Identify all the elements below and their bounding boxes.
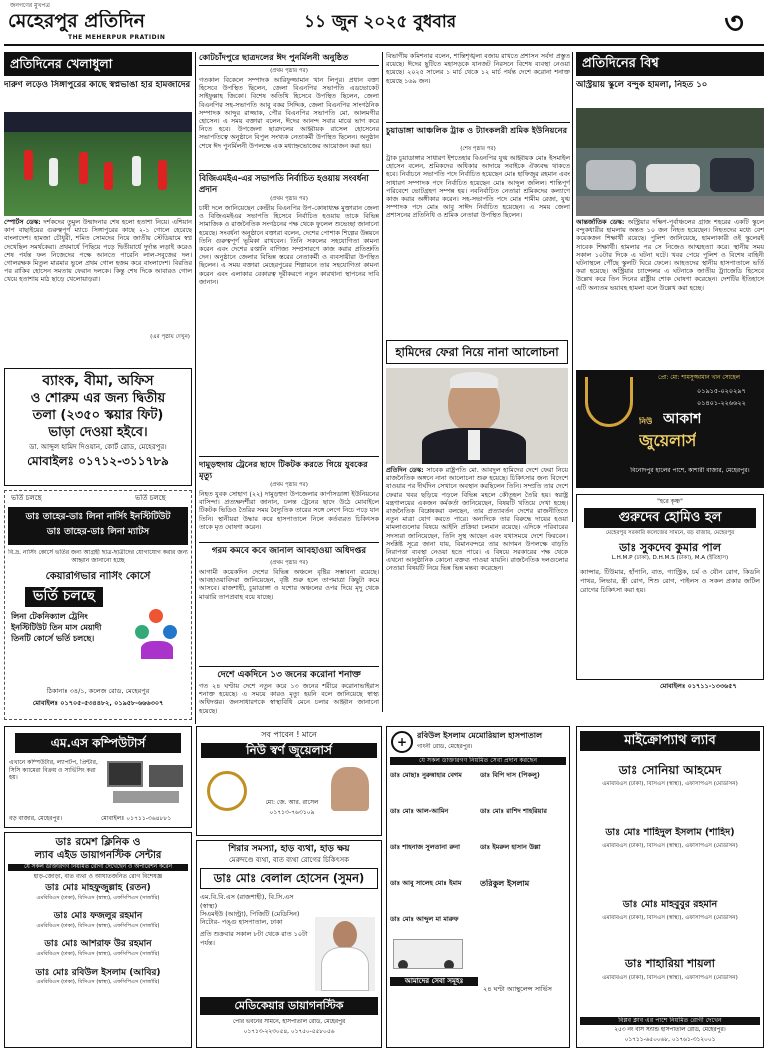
corona-body: গত ২৪ ঘণ্টায় দেশে নতুন করে ১৩ জনের শরীরে করোনাভাইরাস শনাক্ত হয়েছে। এ সময়ে কারও মৃত্যু হয়নি বলে জানিয়েছে স্বাস্থ্য অধিদপ্তর। জনসাধারণকে স্বাস্থ্যবিধি মেনে চলার আহ্বান জানানো হয়েছে। bbox=[199, 682, 379, 715]
new-jewellers-ad bbox=[196, 726, 382, 836]
eid-continued: (প্রথম পৃষ্ঠার পর) bbox=[270, 68, 308, 74]
train-continued: (প্রথম পৃষ্ঠার পর) bbox=[270, 482, 308, 488]
world-body-text: অস্ট্রিয়ার দক্ষিণ-পূর্বাঞ্চলের গ্রাজ শহরের একটি স্কুলে বন্দুকধারীর হামলায় অন্তত ১০ জন নিহত হয়েছেন। নিহতদের মধ্যে বেশ কয়েকজন শিক্ষার্থী রয়েছে। পুলিশ জানিয়েছে, হামলাকারী ওই স্কুলেরই সাবেক শিক্ষার্থী। হামলার পর সে নিজেও আত্মহত্যা করে। স্থানীয় সময় সকাল ১০টার দিকে এ ঘটনা ঘটে। খবর পেয়ে পুলিশ ও বিশেষ বাহিনী ঘটনাস্থলে পৌঁছে স্কুলটি ঘিরে ফেলে। আহতদের স্থানীয় হাসপাতালে ভর্তি করা হয়েছে। অস্ট্রিয়ার চ্যান্সেলর এ ঘটনাকে জাতীয় ট্র্যাজেডি হিসেবে উল্লেখ করে তিন দিনের রাষ্ট্রীয় শোক ঘোষণা করেছেন। দেশটির ইতিহাসে এটি অন্যতম ভয়াবহ হামলা বলে উল্লেখ করা হচ্ছে। bbox=[576, 218, 764, 292]
medicare-clinic-address: পৌর ভবনের সামনে, হাসপাতাল রোড, মেহেরপুর bbox=[232, 1019, 346, 1025]
nursing-note: বি.দ্র. নার্সিং কোর্সে ভর্তির জন্য আগ্রহী ছাত্র-ছাত্রীদের যোগাযোগ করার জন্য আহ্বান জানানো হচ্ছে bbox=[8, 549, 188, 564]
robiul-title: রবিউল ইসলাম মেমোরিয়াল হাসপাতাল bbox=[417, 731, 543, 740]
robiul-doctor: ডাঃ মোঃ আল-আমিন bbox=[390, 807, 449, 815]
robiul-doctor: ডাঃ ইমরুল হাসান উল্লা bbox=[480, 843, 541, 851]
micropath-doctor-3: ডাঃ মোঃ মাহবুবুর রহমান bbox=[622, 899, 718, 910]
heat-body: আগামী কয়েকদিন দেশের বিভিন্ন অঞ্চলে বৃষ্টির সম্ভাবনা রয়েছে। আবহাওয়াবিদরা জানিয়েছেন, বৃষ্টি শুরু হলে তাপমাত্রা কিছুটা কমে আসবে। রাজশাহী, চুয়াডাঙ্গা ও যশোর অঞ্চলের ওপর দিয়ে মৃদু থেকে মাঝারি তাপপ্রবাহ বয়ে যাচ্ছে। bbox=[199, 568, 379, 601]
micropath-doctor-4: ডাঃ শাহারিয়া শায়লা bbox=[625, 957, 715, 970]
nursing-tag: ভর্তি চলছে bbox=[11, 494, 42, 502]
robiul-ambulance: ২৪ ঘণ্টা অ্যাম্বুলেন্স সার্ভিস bbox=[483, 985, 552, 993]
world-body bbox=[576, 218, 764, 366]
robiul-doctor: ডাঃ মোঃ আব্দুল মা মারুফ bbox=[390, 915, 459, 923]
homeo-degree: L.H.M.P (ঢাকা), D.H.M.S (ঢাকা), M.A (ইতিহাস) bbox=[611, 554, 729, 561]
rent-mobile: মোবাইলঃ ০১৭১২-৩১১৭৮৯ bbox=[27, 453, 169, 468]
masthead-date: ১১ জুন ২০২৫ বুধবার bbox=[304, 12, 457, 32]
heat-headline: গরম কমবে কবে জানাল আবহাওয়া অধিদপ্তর bbox=[199, 542, 379, 557]
homeo-ad bbox=[576, 494, 764, 680]
new-jewellers-tag: সব পাবেন ! মানে bbox=[261, 730, 317, 739]
jewellery-icon bbox=[207, 771, 247, 811]
robiul-address: গাংনী রোড, মেহেরপুর। bbox=[417, 743, 473, 750]
micropath-deg-3: এমবিবিএস (ঢাকা), বিসিএস (স্বাস্থ্য), এফসিপিএস (মেডিসিন) bbox=[602, 915, 738, 921]
micropath-ad bbox=[576, 726, 764, 1048]
ramesh-doctor-1: ডাঃ মোঃ মাহফুজুল্লাহ (রতন) bbox=[45, 883, 151, 894]
medicare-doctor: ডাঃ মোঃ বেলাল হোসেন (সুমন) bbox=[200, 868, 378, 889]
union-body: ট্রাক চুয়াডাঙ্গার সাধারণ ইশতেহার বিএনপির যুগ্ম আহ্বায়ক মোঃ ইসমাইল হোসেন বলেন, শ্রমিকদের অধিকার আদায়ে সবাইকে ঐক্যবদ্ধ থাকতে হবে। নির্বাচনে সভাপতি পদে নির্বাচিত হয়েছেন মোঃ হাফিজুর রহমান এবং সাধারণ সম্পাদক পদে নির্বাচিত হয়েছেন মোঃ আব্দুল জলিল। শান্তিপূর্ণ পরিবেশে ভোটগ্রহণ সম্পন্ন হয়। নবনির্বাচিত নেতারা শ্রমিকদের কল্যাণে কাজ করার অঙ্গীকার করেন। সহ-সভাপতি পদে মোঃ শামীম রেজা, যুগ্ম সম্পাদক পদে মোঃ আবু সাঈদ নির্বাচিত হয়েছেন। এ সময় জেলা প্রশাসনের প্রতিনিধি ও শ্রমিক নেতারা উপস্থিত ছিলেন। bbox=[386, 154, 570, 220]
bgmea-body: চাষী দলে জানিয়েছেন কেন্দ্রীয় বিএনপির উপ-কোষাধ্যক্ষ মুক্তারান জেলা ও বিজিএমইএর সভাপতি হিসেবে নির্বাচিত হওয়ায় তাকে বিভিন্ন সামাজিক ও রাজনৈতিক সংগঠনের পক্ষ থেকে ফুলেল শুভেচ্ছা জানানো হয়েছে। সংবর্ধনা অনুষ্ঠানে বক্তারা বলেন, দেশের পোশাক শিল্পের উন্নয়নে তিনি গুরুত্বপূর্ণ ভূমিকা রাখবেন। তিনি সকলের সহযোগিতা কামনা করেন এবং দেশের রপ্তানি বাণিজ্য সম্প্রসারণে কাজ করার প্রতিশ্রুতি দেন। অনুষ্ঠানে জেলার বিভিন্ন স্তরের নেতাকর্মী ও ব্যবসায়ীরা উপস্থিত ছিলেন। এ সময় বক্তারা মেহেরপুরের শিল্পায়নে তার সহযোগিতা কামনা করেন এবং এলাকার বেকারত্ব দূরীকরণে নতুন কারখানা স্থাপনের দাবি জানান। bbox=[199, 204, 379, 286]
eid-body: গতকাল বিকেলে সম্পাদক আরিফুজ্জামান খান লিপুর। প্রধান বক্তা হিসেবে উপস্থিত ছিলেন, জেলা বিএনপির সভাপতি এডভোকেট সাইফুল্লাহ জিকো। বিশেষ অতিথি হিসেবে উপস্থিত ছিলেন, জেলা বিএনপির সহ-সভাপতি আবু বকর সিদ্দিক, জেলা বিএনপির সাংগঠনিক সম্পাদক আব্দুর রাজ্জাক, পৌর বিএনপির সভাপতি মো. আলমগীর হোসেন। এ সময় বক্তারা বলেন, ঈদের আনন্দ সবার মাঝে ভাগ করে নিতে হবে। উপজেলা ছাত্রদলের আহ্বায়ক রাসেল হোসেনের সভাপতিত্বে অনুষ্ঠানে বিপুল সংখ্যক নেতাকর্মী উপস্থিত ছিলেন। অনুষ্ঠান শেষে ঈদ পুনর্মিলনী উপলক্ষে এক মধ্যাহ্নভোজের আয়োজন করা হয়। bbox=[199, 76, 379, 150]
homeo-title: গুরুদেব হোমিও হল bbox=[584, 508, 756, 528]
micropath-phone: ০১৭১১-৬৫০০৬৮, ০১৭৬১-৩১২০০১ bbox=[624, 1037, 716, 1043]
masthead bbox=[4, 2, 764, 46]
new-jewellers-owner: মো: জে. আর. রাসেল bbox=[265, 799, 319, 806]
owner-photo bbox=[331, 767, 369, 811]
micropath-doctor-2: ডাঃ মোঃ শাহিদুল ইসলাম (শাহিদ) bbox=[605, 827, 735, 838]
sports-body-text: দর্শকদের তুমুল উন্মাদনার শেষ হলো হতাশা নিয়ে। এশিয়ান কাপ বাছাইয়ের গুরুত্বপূর্ণ ম্যাচে সিঙ্গাপুরের কাছে ২-১ গোলে হেরেছে বাংলাদেশ। হামজা চৌধুরী, শমিত সোমদের নিয়ে জাতীয় স্টেডিয়ামে স্বপ্ন দেখেছিল সমর্থকেরা। প্রথমার্ধে পিছিয়ে পড়ে দ্বিতীয়ার্ধে দুর্দান্ত লড়াই করেও শেষ পর্যন্ত ফল নিজেদের পক্ষে আনতে পারেনি লাল-সবুজের দল। গোলরক্ষক মিতুল মারমার ভুলে প্রথম গোল হজম করে বাংলাদেশ। বিরতির পর রাকিব হোসেন সমতায় ফেরান দলকে। কিন্তু শেষ দিকে আবারও গোল খেয়ে হতাশায় মাঠ ছাড়ে খেলোয়াড়রা। bbox=[4, 218, 192, 284]
nursing-address: ঠিকানাঃ ৩৪/১, কলেজ রোড, মেহেরপুর bbox=[46, 687, 150, 695]
medicare-ad bbox=[196, 840, 382, 1048]
ramesh-sub: যে সকল ডাক্তারগণ নিয়মিত রোগী দেখেছেন ও অপারেশন করেন bbox=[8, 864, 188, 871]
world-headline: অস্ট্রিয়ায় স্কুলে বন্দুক হামলা, নিহত ১০ bbox=[576, 80, 708, 90]
new-jewellers-phone: ০১৭১৩-৭৬৩১০৯ bbox=[269, 809, 315, 816]
nursing-title-1: ডাঃ তাহের-ডাঃ লিনা নার্সিং ইনস্টিটিউট bbox=[25, 512, 171, 522]
micropath-address: ২৫৩ নং বাস স্ট্যান্ড হাসপাতাল রোড, মেহেরপুর। bbox=[614, 1027, 726, 1033]
column-divider bbox=[572, 52, 573, 522]
robiul-services: আমাদের সেবা সমূহঃ bbox=[390, 977, 478, 986]
sports-body bbox=[4, 218, 192, 334]
micropath-title: মাইক্রোপ্যাথ ল্যাব bbox=[580, 731, 760, 751]
eid-headline: কোটচাঁদপুরে ছাত্রদলের ঈদ পুনর্মিলনী অনুষ্ঠিত bbox=[199, 52, 379, 66]
union-continued: (শেষ পৃষ্ঠার পর) bbox=[460, 146, 496, 152]
nursing-tag-2: ভর্তি চলছে bbox=[135, 494, 166, 502]
rent-line-3: তলা (২৩৫০ স্কয়ার ফিট) bbox=[32, 408, 164, 423]
micropath-doctor-1: ডাঃ সোনিয়া আহমেদ bbox=[618, 763, 722, 777]
akash-jewellers-ad bbox=[576, 370, 764, 488]
train-body: নিহত যুবক সোহাগ (২২) দামুড়হুদা উপজেলার কার্পাসডাঙ্গা ইউনিয়নের বাসিন্দা। প্রত্যক্ষদর্শীরা জানান, চলন্ত ট্রেনের ছাদে উঠে মোবাইলে টিকটক ভিডিও তৈরির সময় বৈদ্যুতিক তারের সঙ্গে লেগে নিচে পড়ে যান তিনি। স্থানীয়রা উদ্ধার করে হাসপাতালে নিলে কর্তব্যরত চিকিৎসক তাকে মৃত ঘোষণা করেন। bbox=[199, 490, 379, 531]
akash-phone-2: ০১৪০১-২২৬৬২২ bbox=[697, 399, 746, 407]
homeo-phone: মোবাইলঃ ০১৭১১-১৩৩৬৫৭ bbox=[660, 682, 737, 690]
akash-address: বিনোদপুর হালের পাশে, কাশারী বাজার, মেহেরপুর। bbox=[630, 467, 750, 474]
hamid-body bbox=[386, 466, 568, 712]
ramesh-deg-3: এমবিবিএস (ঢাকা), বিসিএস (স্বাস্থ্য), এফসিপিএস (সার্জারি) bbox=[36, 950, 160, 957]
rent-line-1: ব্যাংক, বীমা, অফিস bbox=[42, 373, 154, 389]
ramesh-doctor-4: ডাঃ মোঃ রবিউল ইসলাম (আবির) bbox=[35, 967, 161, 978]
robiul-doctor: ডাঃ বিপি দাস (পিকলু) bbox=[480, 771, 540, 779]
robiul-sub: যে সকল ডাক্তারগণ নিয়মিত সেবা প্রদান করছেন bbox=[390, 757, 566, 765]
masthead-name: মেহেরপুর প্রতিদিন bbox=[8, 10, 145, 32]
nursing-admission: ভর্তি চলছে bbox=[25, 587, 103, 607]
hamid-photo bbox=[386, 368, 568, 464]
ramesh-doctor-3: ডাঃ মোঃ আশরাফ উর রহমান bbox=[44, 939, 152, 950]
micropath-footer: বিপ্লব ক্লাব এর পাশে নিয়মিত রোগী দেখেন bbox=[580, 1017, 760, 1025]
ramesh-spec: হাড়-জোড়া, বাত ব্যথা ও আঘাতজনিত রোগ বিশেষজ্ঞ bbox=[33, 873, 163, 881]
ambulance-image bbox=[393, 939, 463, 969]
computer-desc: এখানে কম্পিউটার, ল্যাপটপ, প্রিন্টার, সিসি ক্যামেরা বিক্রয় ও সার্ভিসিং করা হয়। bbox=[9, 759, 98, 782]
column-divider bbox=[382, 52, 383, 712]
ramesh-deg-1: এমবিবিএস (ঢাকা), বিসিএস (স্বাস্থ্য), এফসিপিএস (সার্জারি) bbox=[36, 894, 160, 901]
rent-line-2: ও শোরুম এর জন্য দ্বিতীয় bbox=[30, 391, 166, 406]
nursing-title-2: ডাঃ তাহের-ডাঃ লিনা ম্যাটস bbox=[46, 527, 150, 537]
akash-brand-2: জুয়েলার্স bbox=[639, 431, 697, 450]
micropath-deg-4: এমবিবিএস (ঢাকা), বিসিএস (স্বাস্থ্য), এফসিপিএস (মেডিসিন) bbox=[602, 975, 738, 981]
computer-ad bbox=[4, 726, 192, 828]
nursing-title-block bbox=[8, 507, 188, 545]
sports-photo bbox=[4, 112, 192, 216]
train-headline: দামুড়হুদায় ট্রেনের ছাদে টিকটক করতে গিয়ে যুবকের মৃত্যু bbox=[199, 456, 379, 481]
new-jewellers-title: নিউ স্বর্ণ জুয়েলার্স bbox=[201, 743, 377, 758]
corona-headline: দেশে একদিনে ১৩ জনের করোনা শনাক্ত bbox=[199, 666, 379, 681]
computer-image bbox=[103, 759, 187, 807]
sports-section-header bbox=[4, 52, 192, 76]
robiul-doctor: ডাঃ মোঃ রাশিদ শাহরিয়ার bbox=[480, 807, 547, 815]
nursing-phone: মোবাইলঃ ০১৭০৫-৫৩৪৪৮২, ০১৯৫৮-৬৬৬৩০৭ bbox=[32, 699, 164, 707]
homeo-doctor: ডাঃ সুকদেব কুমার পাল bbox=[619, 540, 721, 554]
sports-byline: স্পোর্টস ডেস্ক: bbox=[4, 218, 41, 226]
medicare-degree: এম.বি.বি.এস (রাজশাহী), বি.সি.এস (স্বাস্থ্য) bbox=[200, 893, 294, 910]
computer-phone: মোবাইলঃ ০১৭১১-৩৬৪৮৮১ bbox=[101, 815, 172, 822]
computer-title: এম.এস কম্পিউটার্স bbox=[15, 733, 181, 753]
robiul-doctor: তরিকুল ইসলাম bbox=[480, 879, 530, 888]
bgmea-headline: বিজিএমইএ-এর সভাপতি নির্বাচিত হওয়ায় সংবর্ধনা প্রদান bbox=[199, 170, 379, 195]
nursing-ad bbox=[4, 490, 192, 720]
medicare-time: প্রতি শুক্রবার সকাল ৮টা থেকে রাত ১০টা পর্যন্ত। bbox=[200, 930, 308, 947]
medicare-degree-3: নিটোর- পঙ্গু হাসপাতাল, ঢাকা bbox=[200, 918, 283, 927]
hamid-headline: হামিদের ফেরা নিয়ে নানা আলোচনা bbox=[386, 340, 568, 364]
rent-contact: ডা. আব্দুল হামিদ দিওয়ান, কোর্ট রোড, মেহেরপুর। bbox=[29, 443, 167, 451]
sports-continued: (এর পৃষ্ঠায় দেখুন) bbox=[150, 334, 190, 340]
medicare-top-2: মেরুদণ্ডে ব্যথা, বাত ব্যথা রোগের চিকিৎসক bbox=[229, 855, 349, 864]
sports-section-title: প্রতিদিনের খেলাধুলা bbox=[10, 56, 113, 71]
robiul-doctor: ডাঃ মোছাঃ নুরুন্নাহার বেগম bbox=[390, 771, 462, 779]
micropath-deg-1: এমবিবিএস (ঢাকা), বিসিএস (স্বাস্থ্য), এফসিপিএস (মেডিসিন) bbox=[602, 781, 738, 787]
homeo-top: "হরে কৃষ্ণ" bbox=[657, 498, 683, 505]
column-divider bbox=[195, 52, 196, 724]
ramesh-deg-4: এমবিবিএস (ঢাকা), বিসিএস (স্বাস্থ্য), এফসিপিএস (সার্জারি) bbox=[36, 979, 160, 986]
hospital-logo: + bbox=[391, 731, 413, 753]
homeo-services: ক্যান্সার, টিউমার, হাঁপানি, বাত, গ্যাস্ট্রিক, চর্ম ও যৌন রোগ, কিডনি পাথর, লিভার, স্ত্রী রোগ, শিশু রোগ, পাইলস ও সকল প্রকার জটিল রোগের চিকিৎসা করা হয়। bbox=[580, 568, 760, 595]
akash-phone-1: ০১৯১৫-০২০২৯৭ bbox=[697, 387, 746, 395]
micropath-deg-2: এমবিবিএস (ঢাকা), বিসিএস (স্বাস্থ্য), এফসিপিএস (মেডিসিন) bbox=[602, 843, 738, 849]
heat-continued: (প্রথম পৃষ্ঠার পর) bbox=[270, 560, 308, 566]
world-byline: আন্তর্জাতিক ডেস্ক: bbox=[576, 218, 625, 226]
world-photo bbox=[576, 108, 764, 216]
nursing-desc: লিনা টেকনিক্যাল ট্রেনিং ইনস্টিটিউট তিন মাস মেয়াদী তিনটি কোর্সে ভর্তি চলছে। bbox=[11, 612, 102, 643]
hamid-body-text: সাবেক রাষ্ট্রপতি মো. আবদুল হামিদের দেশে ফেরা নিয়ে রাজনৈতিক অঙ্গনে নানা আলোচনা শুরু হয়েছে। চিকিৎসার জন্য বিদেশে যাওয়ার পর দীর্ঘদিন সেখানে অবস্থান করছিলেন তিনি। সম্প্রতি তার দেশে ফেরার খবর ছড়িয়ে পড়লে বিভিন্ন মহলে কৌতূহল তৈরি হয়। স্বরাষ্ট্র মন্ত্রণালয়ের একজন কর্মকর্তা জানিয়েছেন, বিষয়টি খতিয়ে দেখা হচ্ছে। রাজনৈতিক বিশ্লেষকরা বলছেন, তার প্রত্যাবর্তন দেশের রাজনীতিতে নতুন মাত্রা যোগ করতে পারে। অন্যদিকে তার বিরুদ্ধে দায়ের হওয়া মামলাগুলোর বিষয়ে আইনি প্রক্রিয়া চলমান রয়েছে। এদিকে পরিবারের সদস্যরা জানিয়েছেন, তিনি সুস্থ আছেন এবং যথাসময়ে দেশে ফিরবেন। সংশ্লিষ্ট সূত্রে জানা যায়, বিমানবন্দরে তার আগমন উপলক্ষে বাড়তি নিরাপত্তা ব্যবস্থা নেওয়া হতে পারে। এ বিষয়ে সরকারের পক্ষ থেকে এখনো আনুষ্ঠানিক কোনো বক্তব্য পাওয়া যায়নি। রাজনৈতিক দলগুলোর নেতারা বিষয়টি নিয়ে ভিন্ন ভিন্ন মন্তব্য করেছেন। bbox=[386, 466, 568, 573]
rent-line-4: ভাড়া দেওয়া হইবে। bbox=[48, 425, 148, 440]
akash-brand: আকাশ bbox=[663, 411, 702, 427]
homeo-address: মেহেরপুর সরকারি কলেজের সামনে, বড় বাজার, মেহেরপুর bbox=[605, 529, 735, 536]
robiul-doctor: ডাঃ শাহনাজ সুলতানা রুনা bbox=[390, 843, 461, 851]
medicare-clinic-phone: ০১৭১৩-২২৩০৫৪, ০১৭৫০-৫৫৮০৫৬ bbox=[243, 1029, 335, 1035]
hamid-byline: প্রতিদিন ডেস্ক: bbox=[386, 466, 424, 474]
ramesh-deg-2: এমবিবিএস (ঢাকা), বিসিএস (স্বাস্থ্য), এফসিপিএস (সার্জারি) bbox=[36, 922, 160, 929]
ramesh-clinic-ad bbox=[4, 832, 192, 1048]
medicare-top: শিরার সমস্যা, হাড় ব্যথা, হাড় ক্ষয় bbox=[228, 844, 350, 854]
bgmea-continued: (প্রথম পৃষ্ঠার পর) bbox=[270, 196, 308, 202]
world-section-title: প্রতিদিনের বিশ্ব bbox=[582, 56, 659, 71]
akash-tag: নিউ bbox=[639, 417, 653, 426]
medicare-clinic: মেডিকেয়ার ডায়াগনস্টিক bbox=[200, 997, 378, 1015]
robiul-doctor: ডাঃ আবু সালেহ মোঃ ইমাম bbox=[390, 879, 462, 887]
world-section-header bbox=[576, 52, 764, 76]
rent-ad bbox=[4, 368, 192, 486]
top-mid-body: বিভাগীয় কমিশনার বলেন, শান্তিশৃঙ্খলা বজায় রাখতে প্রশাসন সর্বদা প্রস্তুত রয়েছে। ঈদের ছুটিতে মহাসড়কে যানজট নিরসনে বিশেষ ব্যবস্থা নেওয়া হয়েছে। ২০২৫ সালের ১ মার্চ থেকে ১২ মার্চ পর্যন্ত দেশে করোনা শনাক্ত হয়েছে ১৬৯ জন। bbox=[386, 52, 570, 85]
union-headline: চুয়াডাঙ্গা আঞ্চলিক ট্রাক ও ট্যাংকলরী শ্রমিক ইউনিয়নের bbox=[386, 122, 570, 136]
akash-necklace-icon bbox=[585, 377, 633, 427]
computer-address: বড় বাজার, মেহেরপুর। bbox=[9, 815, 62, 822]
sports-headline: দারুণ লড়েও সিঙ্গাপুরের কাছে স্বপ্নভাঙা হার হামজাদের bbox=[4, 80, 191, 90]
nursing-logo bbox=[127, 607, 187, 667]
medicare-doctor-photo bbox=[315, 917, 375, 991]
ramesh-doctor-2: ডাঃ মোঃ ফজলুর রহমান bbox=[53, 911, 143, 922]
ramesh-title-1: ডাঃ রমেশ ক্লিনিক ও bbox=[55, 836, 141, 848]
nursing-course: কেয়ারগিভার নার্সিং কোর্সে bbox=[45, 571, 151, 582]
ramesh-title-2: ল্যাব এইড ডায়াগনস্টিক সেন্টার bbox=[34, 850, 162, 861]
masthead-tagline: জনগণের মুখপত্র bbox=[10, 2, 50, 9]
akash-owner: প্রো: মো: শামসুজ্জামান খান সোহেল bbox=[658, 375, 740, 381]
medicare-degree-2: সিএমইউ (আল্ট্রা), পিজিটি (মেডিসিন) bbox=[200, 909, 300, 918]
masthead-name-en: THE MEHERPUR PRATIDIN bbox=[68, 34, 166, 41]
robiul-hospital-ad bbox=[386, 726, 570, 1048]
page-number: ৩ bbox=[724, 6, 744, 41]
